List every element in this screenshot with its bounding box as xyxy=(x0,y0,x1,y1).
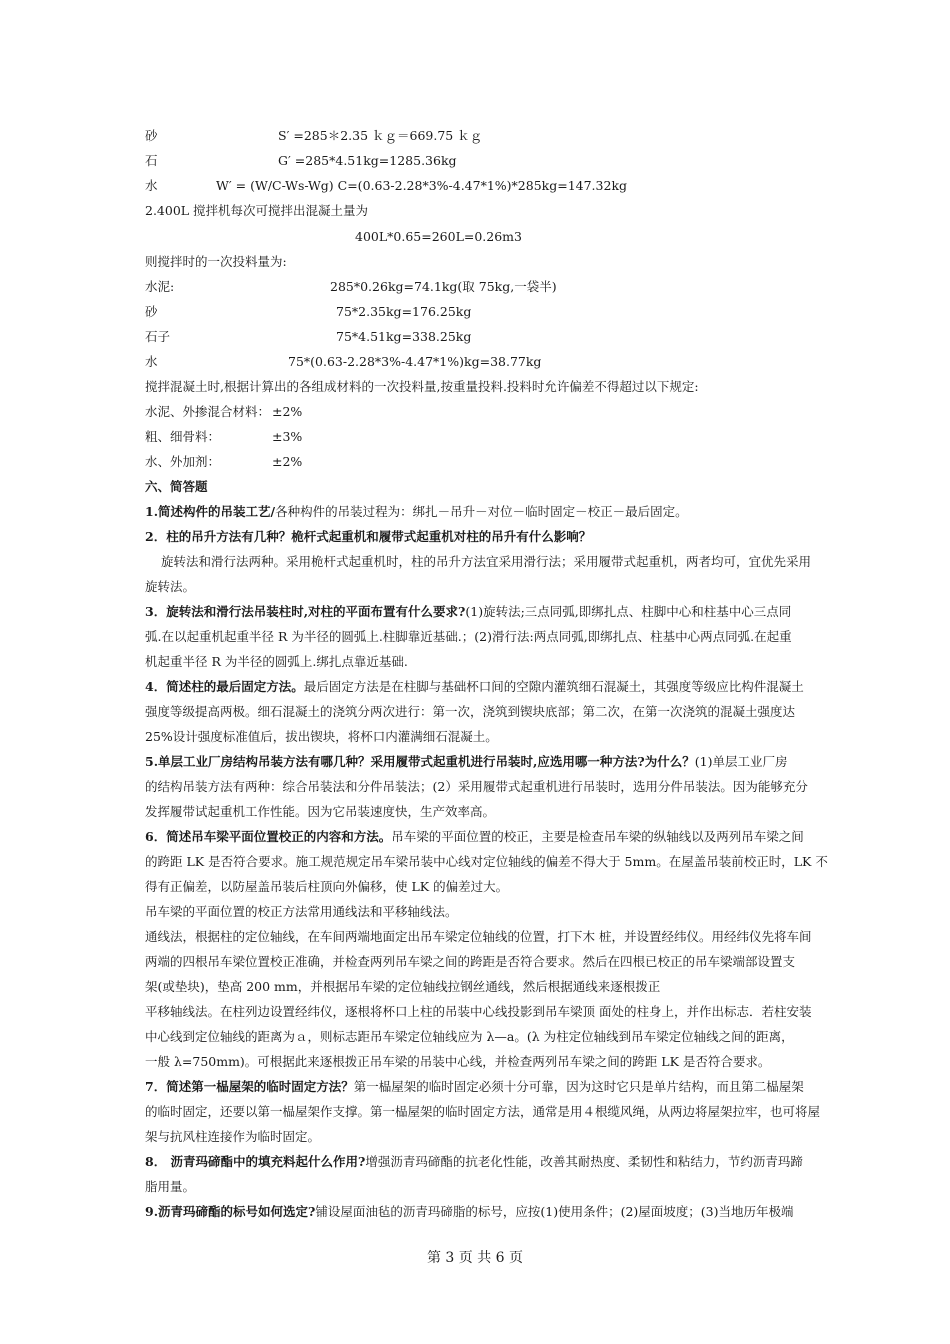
text-line xyxy=(145,604,791,620)
question-text: 6．简述吊车梁平面位置校正的内容和方法。 xyxy=(145,829,392,844)
answer-text: 发挥履带试起重机工作性能。因为它吊装速度快，生产效率高。 xyxy=(145,804,496,819)
tolerance-1-label: 水泥、外掺混合材料： xyxy=(145,404,271,419)
answer-text: 得有正偏差，以防屋盖吊装后柱顶向外偏移，使 LK 的偏差过大。 xyxy=(145,879,509,894)
page-footer: 第 3 页 共 6 页 xyxy=(426,1250,524,1266)
rule-text: 搅拌混凝土时,根据计算出的各组成材料的一次投料量,按重量投料.投料时允许偏差不得超过以下规定: xyxy=(145,379,699,394)
text-line xyxy=(145,779,808,795)
batch-water-label: 水 xyxy=(145,354,158,369)
text-line xyxy=(145,1029,794,1045)
answer-text: 脂用量。 xyxy=(145,1179,196,1194)
answer-text: 旋转法和滑行法两种。采用桅杆式起重机时，柱的吊升方法宜采用滑行法；采用履带式起重机，两者均可，宜优先采用 xyxy=(161,554,812,569)
text-line xyxy=(145,704,795,720)
answer-text: 旋转法。 xyxy=(145,579,196,594)
tolerance-1-value: ±2% xyxy=(272,404,303,419)
text-line xyxy=(145,1079,804,1095)
answer-text: 的跨距 LK 是否符合要求。施工规范规定吊车梁吊装中心线对定位轴线的偏差不得大于 5mm。在屋盖吊装前校正时，LK 不 xyxy=(145,854,828,869)
text-line xyxy=(145,904,458,920)
text-line xyxy=(145,729,498,745)
answer-text: 各种构件的吊装过程为：绑扎－吊升－对位－临时固定－校正－最后固定。 xyxy=(275,504,688,519)
water-label: 水 xyxy=(145,178,158,193)
tolerance-3-value: ±2% xyxy=(272,454,303,469)
sand-label: 砂 xyxy=(145,128,158,143)
text-line xyxy=(145,1204,794,1220)
text-line xyxy=(145,929,811,945)
answer-text: 两端的四根吊车梁位置校正准确，并检查两列吊车梁之间的跨距是否符合要求。然后在四根已校正的吊车梁端部设置支 xyxy=(145,954,796,969)
text-line xyxy=(145,1104,820,1120)
answer-text: 25%设计强度标准值后，拔出锲块，将杯口内灌满细石混凝土。 xyxy=(145,729,498,744)
answer-text: 的结构吊装方法有两种：综合吊装法和分件吊装法；(2）采用履带式起重机进行吊装时，选用分件吊装法。因为能够充分 xyxy=(145,779,808,794)
answer-text: 平移轴线法。在柱列边设置经纬仪，逐根将杯口上柱的吊装中心线投影到吊车梁顶 面处的柱身上，并作出标志．若柱安装 xyxy=(145,1004,812,1019)
sand-value: S′ =285＊2.35 ｋｇ＝669.75 ｋｇ xyxy=(278,128,483,143)
water-value: W′ = (W/C-Ws-Wg) C=(0.63-2.28*3%-4.47*1%)*285kg=147.32kg xyxy=(216,178,628,193)
text-line xyxy=(145,979,660,995)
tolerance-2-value: ±3% xyxy=(272,429,303,444)
text-line xyxy=(145,804,495,820)
mixer-heading: 2.400L 搅拌机每次可搅拌出混凝土量为 xyxy=(145,203,369,218)
text-line xyxy=(145,754,787,770)
text-line xyxy=(145,829,804,845)
text-line xyxy=(145,679,804,695)
answer-text: 增强沥青玛碲酯的抗老化性能，改善其耐热度、柔韧性和粘结力，节约沥青玛蹄 xyxy=(365,1154,803,1169)
question-text: 1.简述构件的吊装工艺/ xyxy=(145,504,276,519)
text-line xyxy=(145,654,408,670)
batch-sand-label: 砂 xyxy=(145,304,158,319)
mixer-value: 400L*0.65=260L=0.26m3 xyxy=(355,229,522,244)
answer-text: 架与抗风柱连接作为临时固定。 xyxy=(145,1129,321,1144)
answer-text: (1)单层工业厂房 xyxy=(694,754,788,769)
batch-stone-label: 石子 xyxy=(145,329,171,344)
answer-text: 通线法，根据柱的定位轴线，在车间两端地面定出吊车梁定位轴线的位置，打下木 桩，并设置经纬仪。用经纬仪先将车间 xyxy=(145,929,812,944)
answer-text: 强度等级提高两极。细石混凝土的浇筑分两次进行：第一次，浇筑到锲块底部；第二次，在第一次浇筑的混凝土强度达 xyxy=(145,704,796,719)
text-line xyxy=(145,1004,811,1020)
cement-label: 水泥: xyxy=(145,279,175,294)
answer-text: 吊车梁的平面位置的校正，主要是检查吊车梁的纵轴线以及两列吊车梁之间 xyxy=(391,829,804,844)
text-line xyxy=(145,854,828,870)
answer-text: 架(或垫块)，垫高 200 mm，并根据吊车梁的定位轴线拉钢丝通线，然后根据通线来逐根拨正 xyxy=(145,979,661,994)
text-line xyxy=(145,504,688,520)
tolerance-3-label: 水、外加剂： xyxy=(145,454,221,469)
answer-text: 机起重半径 R 为半径的圆弧上.绑扎点靠近基础. xyxy=(145,654,408,669)
answer-text: 吊车梁的平面位置的校正方法常用通线法和平移轴线法。 xyxy=(145,904,458,919)
text-line xyxy=(145,529,591,545)
answer-text: 的临时固定，还要以第一榀屋架作支撑。第一榀屋架的临时固定方法，通常是用４根缆风绳，从两边将屋架拉牢，也可将屋 xyxy=(145,1104,821,1119)
question-text: 4．简述柱的最后固定方法。 xyxy=(145,679,304,694)
answer-text: (1)旋转法;三点同弧,即绑扎点、柱脚中心和柱基中心三点同 xyxy=(465,604,792,619)
text-line xyxy=(145,1154,803,1170)
text-line xyxy=(145,629,792,645)
question-text: 7．简述第一榀屋架的临时固定方法？ xyxy=(145,1079,354,1094)
answer-text: 中心线到定位轴线的距离为ａ，则标志距吊车梁定位轴线应为 λ—a。(λ 为柱定位轴线到吊车梁定位轴线之间的距离， xyxy=(145,1029,794,1044)
answer-text: 一般 λ=750mm)。可根据此来逐根拨正吊车梁的吊装中心线，并检查两列吊车梁之间的跨距 LK 是否符合要求。 xyxy=(145,1054,771,1069)
text-line xyxy=(145,1179,195,1195)
batch-sand-value: 75*2.35kg=176.25kg xyxy=(336,304,472,319)
section-title: 六、简答题 xyxy=(145,479,208,494)
text-line xyxy=(145,1129,320,1145)
question-text: 2．柱的吊升方法有几种？桅杆式起重机和履带式起重机对柱的吊升有什么影响？ xyxy=(145,529,592,544)
question-text: 3．旋转法和滑行法吊装柱时,对柱的平面布置有什么要求? xyxy=(145,604,466,619)
tolerance-2-label: 粗、细骨料： xyxy=(145,429,221,444)
answer-text: 第一榀屋架的临时固定必须十分可靠，因为这时它只是单片结构，而且第二榀屋架 xyxy=(353,1079,804,1094)
stone-label: 石 xyxy=(145,153,158,168)
answer-text: 铺设屋面油毡的沥青玛碲脂的标号，应按(1)使用条件；(2)屋面坡度；(3)当地历年极端 xyxy=(315,1204,794,1219)
text-line xyxy=(145,1054,770,1070)
cement-value: 285*0.26kg=74.1kg(取 75kg,一袋半) xyxy=(330,279,557,294)
batch-stone-value: 75*4.51kg=338.25kg xyxy=(336,329,472,344)
answer-text: 最后固定方法是在柱脚与基础杯口间的空隙内灌筑细石混凝土，其强度等级应比构件混凝土 xyxy=(303,679,804,694)
question-text: 8． 沥青玛碲酯中的填充料起什么作用? xyxy=(145,1154,366,1169)
text-line xyxy=(145,579,195,595)
text-line xyxy=(145,954,795,970)
answer-text: 弧.在以起重机起重半径 R 为半径的圆弧上.柱脚靠近基础.；(2)滑行法:两点同弧,即绑扎点、柱基中心两点同弧.在起重 xyxy=(145,629,792,644)
question-text: 5.单层工业厂房结构吊装方法有哪几种？采用履带式起重机进行吊装时,应选用哪一种方法?为什么？ xyxy=(145,754,695,769)
question-text: 9.沥青玛碲酯的标号如何选定? xyxy=(145,1204,316,1219)
stone-value: G′ =285*4.51kg=1285.36kg xyxy=(278,153,457,168)
text-line xyxy=(145,879,508,895)
batch-heading: 则搅拌时的一次投料量为: xyxy=(145,254,287,269)
text-line xyxy=(161,554,811,570)
batch-water-value: 75*(0.63-2.28*3%-4.47*1%)kg=38.77kg xyxy=(288,354,542,369)
